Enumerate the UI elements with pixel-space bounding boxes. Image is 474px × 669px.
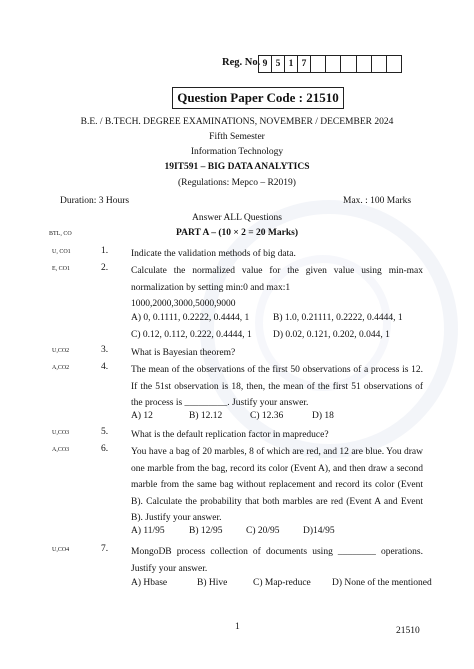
semester: Fifth Semester	[209, 132, 265, 142]
regulations: (Regulations: Mepco – R2019)	[178, 178, 296, 188]
btl-co-header: BTL, CO	[49, 231, 72, 237]
duration: Duration: 3 Hours	[60, 196, 130, 206]
part-a-heading: PART A – (10 × 2 = 20 Marks)	[175, 228, 299, 238]
option-c: C) 0.12, 0.112, 0.222, 0.4444, 1	[131, 330, 252, 340]
question-text: What is the default replication factor in mapreduce?	[131, 430, 329, 440]
question-number: 1.	[101, 246, 109, 256]
question-text: Indicate the validation methods of big data.	[131, 249, 296, 259]
reg-digit: 5	[272, 56, 285, 72]
question-text: What is Bayesian theorem?	[131, 348, 236, 358]
reg-digit	[387, 56, 402, 72]
option-a: A) 12	[131, 411, 153, 421]
reg-digit	[341, 56, 356, 72]
question-paper-code: Question Paper Code : 21510	[172, 87, 344, 109]
reg-digit	[372, 56, 387, 72]
btl-co: U,CO3	[52, 430, 70, 436]
footer-paper-code: 21510	[396, 626, 420, 636]
question-text: You have a bag of 20 marbles, 8 of which are red, and 12 are blue. You draw one marble from the bag, record its color (Event A), and then draw a second marble from the same bag without replacement and record its color (Event B). Calculate the probability that both marbles are red (Event A and Event B). Justify your answer.	[131, 447, 423, 523]
option-a: A) Hbase	[131, 578, 168, 588]
question-text: The mean of the observations of the first 50 observations of a process is 12. If the 51st observation is 18, then, the mean of the first 51 observations of the process is _________. Justify your answer.	[131, 365, 423, 408]
reg-digit: 9	[259, 56, 272, 72]
option-b: B) 12/95	[189, 526, 223, 536]
exam-title: B.E. / B.TECH. DEGREE EXAMINATIONS, NOVEMBER / DECEMBER 2024	[80, 117, 394, 127]
option-a: A) 11/95	[131, 526, 165, 536]
reg-no-boxes	[258, 55, 402, 73]
option-b: B) 1.0, 0.21111, 0.2222, 0.4444, 1	[273, 313, 403, 323]
page-number: 1	[235, 622, 240, 632]
btl-co: U, CO1	[52, 249, 71, 255]
option-c: C) 12.36	[250, 411, 284, 421]
option-d: D) None of the mentioned	[332, 578, 432, 588]
course-title: 19IT591 – BIG DATA ANALYTICS	[164, 162, 310, 172]
btl-co: U,CO4	[52, 547, 70, 553]
question-number: 5.	[101, 427, 109, 437]
option-c: C) 20/95	[246, 526, 280, 536]
btl-co: E, CO1	[52, 266, 70, 272]
option-c: C) Map-reduce	[253, 578, 311, 588]
reg-digit	[357, 56, 372, 72]
option-d: D) 0.02, 0.121, 0.202, 0.044, 1	[273, 330, 390, 340]
btl-co: A,CO3	[52, 447, 70, 453]
reg-no-label: Reg. No.	[222, 57, 261, 68]
option-b: B) Hive	[197, 578, 228, 588]
question-number: 2.	[101, 263, 109, 273]
btl-co: A,CO2	[52, 365, 70, 371]
question-number: 7.	[101, 544, 109, 554]
question-text: Calculate the normalized value for the given value using min-max normalization by setting min:0 and max:1	[131, 266, 423, 293]
question-number: 3.	[101, 345, 109, 355]
max-marks: Max. : 100 Marks	[343, 196, 412, 206]
department: Information Technology	[190, 147, 284, 157]
option-b: B) 12.12	[189, 411, 223, 421]
reg-digit: 7	[298, 56, 311, 72]
reg-digit	[326, 56, 341, 72]
question-text: MongoDB process collection of documents using ________ operations. Justify your answer.	[131, 547, 423, 574]
option-a: A) 0, 0.1111, 0.2222, 0.4444, 1	[131, 313, 250, 323]
reg-digit	[311, 56, 326, 72]
option-d: D) 18	[312, 411, 334, 421]
instruction: Answer ALL Questions	[192, 213, 282, 223]
question-number: 6.	[101, 444, 109, 454]
option-d: D)14/95	[303, 526, 335, 536]
btl-co: U,CO2	[52, 348, 70, 354]
reg-digit: 1	[285, 56, 298, 72]
question-number: 4.	[101, 362, 109, 372]
question-data: 1000,2000,3000,5000,9000	[131, 299, 236, 309]
